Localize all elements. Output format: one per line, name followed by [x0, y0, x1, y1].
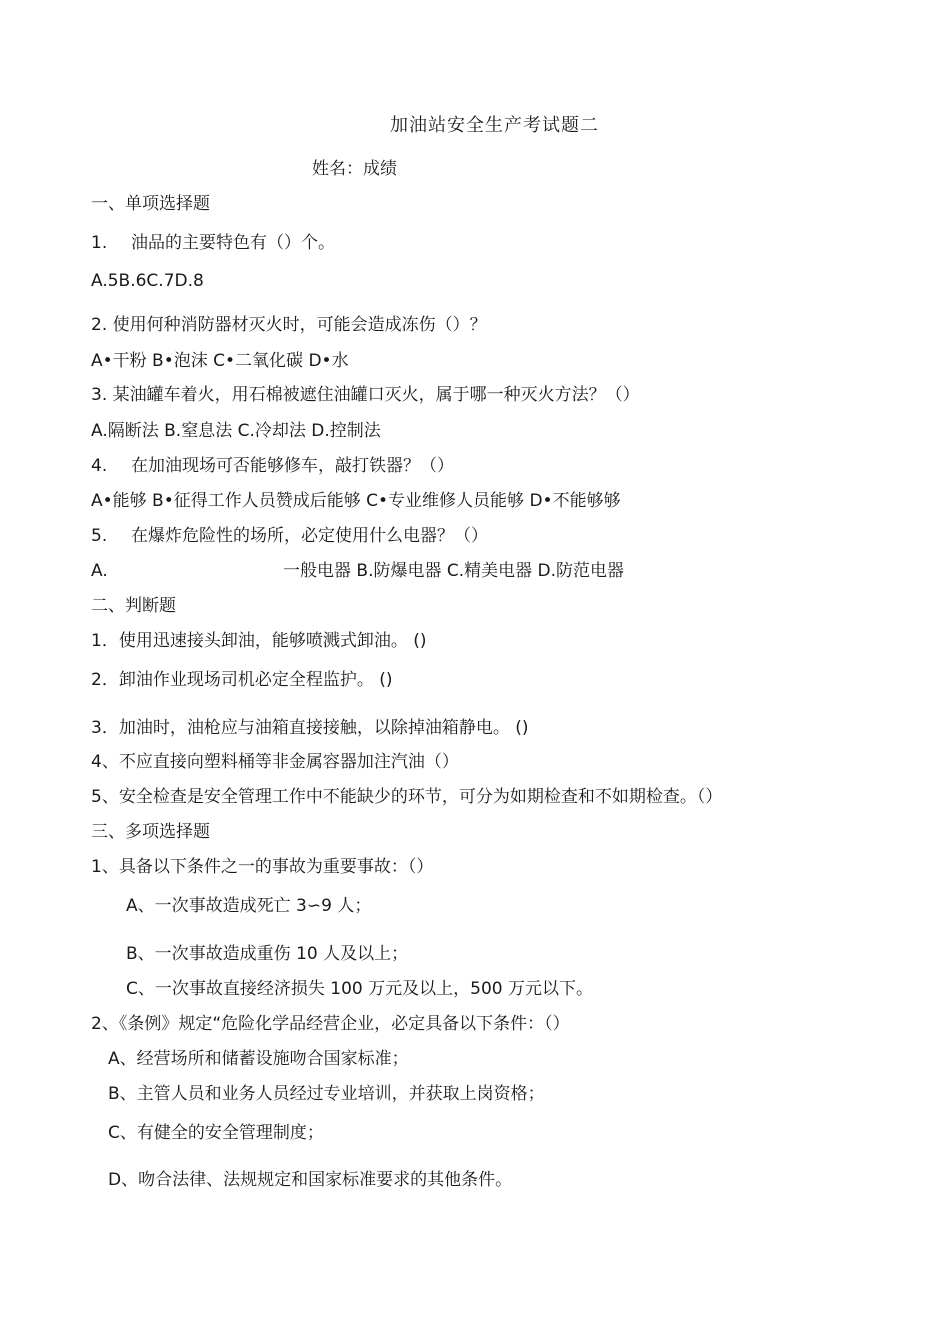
- section3-heading: 三、多项选择题: [91, 822, 210, 842]
- s3-q1-option-a: A、一次事故造成死亡 3∽9 人；: [126, 896, 372, 916]
- s1-q2-text: 2. 使用何种消防器材灭火时，可能会造成冻伤（）？: [91, 315, 487, 335]
- s1-q5-text: 在爆炸危险性的场所，必定使用什么电器？（）: [131, 526, 488, 546]
- s1-q3-text: 3. 某油罐车着火，用石棉被遮住油罐口灭火，属于哪一种灭火方法？（）: [91, 385, 640, 405]
- s3-q2-text: 2、《条例》规定“危险化学品经营企业，必定具备以下条件：（）: [91, 1014, 570, 1034]
- s1-q4-num: 4.: [91, 456, 108, 476]
- s1-q4-options: A•能够 B•征得工作人员赞成后能够 C•专业维修人员能够 D•不能够够: [91, 491, 621, 511]
- s3-q1-option-b: B、一次事故造成重伤 10 人及以上；: [126, 944, 409, 964]
- s1-q4: [91, 454, 454, 478]
- s1-q4-text: 在加油现场可否能够修车，敲打铁器？（）: [131, 456, 454, 476]
- s3-q2-option-d: D、吻合法律、法规规定和国家标准要求的其他条件。: [108, 1170, 513, 1190]
- s1-q1-num: 1.: [91, 233, 108, 253]
- s1-q5-options-line: [91, 559, 624, 583]
- s2-item-5: 5、安全检查是安全管理工作中不能缺少的环节，可分为如期检查和不如期检查。（）: [91, 787, 723, 807]
- s1-q3-options: A.隔断法 B.窒息法 C.冷却法 D.控制法: [91, 421, 381, 441]
- name-score-line: 姓名：成绩: [312, 159, 397, 179]
- page-title: 加油站安全生产考试题二: [390, 115, 599, 136]
- s1-q5-num: 5.: [91, 526, 108, 546]
- section1-heading: 一、单项选择题: [91, 194, 210, 214]
- s2-item-1: 1．使用迅速接头卸油，能够喷溅式卸油。 (): [91, 631, 427, 651]
- s2-item-2: 2．卸油作业现场司机必定全程监护。 (): [91, 670, 393, 690]
- s3-q1-text: 1、具备以下条件之一的事故为重要事故：（）: [91, 857, 434, 877]
- s3-q2-option-a: A、经营场所和储蓄设施吻合国家标准；: [108, 1049, 409, 1069]
- s1-q1: [91, 231, 335, 255]
- s3-q2-option-b: B、主管人员和业务人员经过专业培训，并获取上岗资格；: [108, 1084, 545, 1104]
- s2-item-4: 4、不应直接向塑料桶等非金属容器加注汽油（）: [91, 752, 459, 772]
- s1-q2-options: A•干粉 B•泡沫 C•二氧化碳 D•水: [91, 351, 349, 371]
- s1-q5: [91, 524, 488, 548]
- s3-q1-option-c: C、一次事故直接经济损失 100 万元及以上，500 万元以下。: [126, 979, 593, 999]
- s2-item-3: 3．加油时，油枪应与油箱直接接触，以除掉油箱静电。 (): [91, 718, 529, 738]
- s1-q5-opt-label: A.: [91, 561, 108, 581]
- s1-q1-options: A.5B.6C.7D.8: [91, 271, 204, 291]
- s3-q2-option-c: C、有健全的安全管理制度；: [108, 1123, 324, 1143]
- section2-heading: 二、判断题: [91, 596, 176, 616]
- s1-q1-text: 油品的主要特色有（）个。: [131, 233, 335, 253]
- s1-q5-options: 一般电器 B.防爆电器 C.精美电器 D.防范电器: [283, 561, 625, 581]
